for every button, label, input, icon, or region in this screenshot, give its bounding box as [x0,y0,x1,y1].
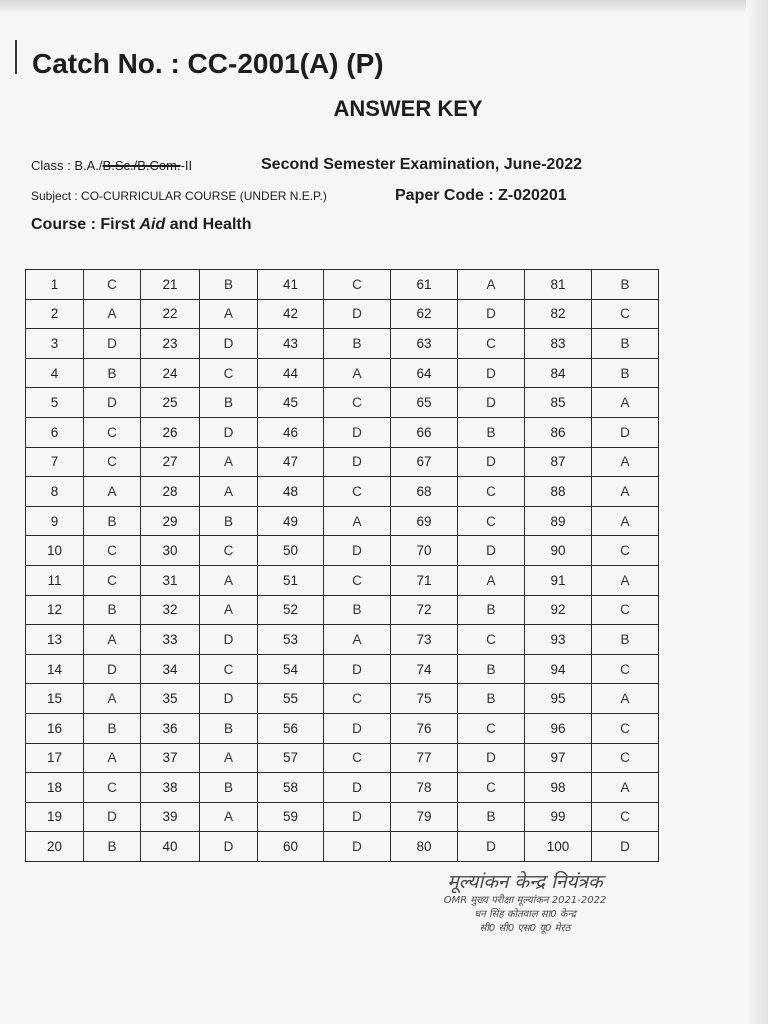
answer-option: C [324,684,391,714]
question-number: 42 [258,299,324,329]
answer-option: C [458,329,525,359]
question-number: 18 [26,773,84,803]
question-number: 16 [26,713,84,743]
answer-option: B [200,270,258,300]
answer-option: B [458,595,525,625]
answer-option: B [84,832,141,862]
question-number: 92 [525,595,592,625]
answer-option: B [324,595,391,625]
answer-option: D [324,299,391,329]
answer-option: D [458,832,525,862]
answer-option: A [592,477,659,507]
answer-option: A [592,773,659,803]
question-number: 29 [141,506,200,536]
course-italic: Aid [139,216,166,233]
question-number: 74 [391,654,458,684]
course-prefix: Course : First [31,216,140,233]
answer-option: D [84,329,141,359]
answer-option: A [592,684,659,714]
question-number: 24 [141,358,200,388]
answer-option: C [200,358,258,388]
question-number: 79 [391,802,458,832]
question-number: 58 [258,773,324,803]
question-number: 5 [26,388,84,418]
answer-option: B [200,506,258,536]
answer-option: C [458,773,525,803]
answer-option: A [200,595,258,625]
question-number: 77 [391,743,458,773]
answer-option: C [592,802,659,832]
question-number: 67 [391,447,458,477]
question-number: 26 [141,417,200,447]
class-struck-text: B.Sc./B.Com. [102,158,181,173]
question-number: 43 [258,329,324,359]
answer-option: B [592,270,659,300]
answer-option: C [458,713,525,743]
question-number: 38 [141,773,200,803]
question-number: 13 [26,625,84,655]
table-row [26,299,659,329]
question-number: 22 [141,299,200,329]
answer-option: A [84,299,141,329]
answer-option: C [84,536,141,566]
class-suffix: -II [180,158,193,173]
answer-option: B [458,684,525,714]
question-number: 3 [26,329,84,359]
answer-option: D [324,536,391,566]
question-number: 34 [141,654,200,684]
question-number: 75 [391,684,458,714]
question-number: 19 [26,802,84,832]
table-row [26,270,659,300]
question-number: 80 [391,832,458,862]
question-number: 78 [391,773,458,803]
question-number: 37 [141,743,200,773]
answer-option: B [324,329,391,359]
question-number: 98 [525,773,592,803]
question-number: 33 [141,625,200,655]
question-number: 65 [391,388,458,418]
answer-option: C [200,654,258,684]
answer-option: D [324,417,391,447]
question-number: 27 [141,447,200,477]
question-number: 68 [391,477,458,507]
table-row [26,802,659,832]
question-number: 7 [26,447,84,477]
answer-option: D [592,832,659,862]
stamp-line-2: OMR मुख्य परीक्षा मूल्यांकन 2021-2022 [443,895,607,906]
answer-option: D [84,802,141,832]
question-number: 97 [525,743,592,773]
answer-option: D [324,447,391,477]
question-number: 11 [26,565,84,595]
margin-mark [15,40,17,74]
answer-table [25,269,659,862]
question-number: 21 [141,270,200,300]
answer-option: B [84,506,141,536]
table-row [26,506,659,536]
answer-option: C [592,299,659,329]
question-number: 23 [141,329,200,359]
table-row [26,654,659,684]
question-number: 4 [26,358,84,388]
question-number: 54 [258,654,324,684]
question-number: 20 [26,832,84,862]
answer-option: D [458,299,525,329]
answer-option: A [200,477,258,507]
answer-option: A [324,358,391,388]
table-row [26,536,659,566]
question-number: 96 [525,713,592,743]
table-row [26,684,659,714]
answer-option: C [84,565,141,595]
answer-option: A [200,565,258,595]
question-number: 51 [258,565,324,595]
answer-option: C [200,536,258,566]
question-number: 9 [26,506,84,536]
question-number: 76 [391,713,458,743]
question-number: 14 [26,654,84,684]
table-row [26,743,659,773]
question-number: 94 [525,654,592,684]
page-shadow-right [746,0,768,1024]
table-row [26,595,659,625]
question-number: 64 [391,358,458,388]
answer-option: C [84,773,141,803]
answer-option: D [200,329,258,359]
answer-option: D [458,743,525,773]
question-number: 82 [525,299,592,329]
table-row [26,358,659,388]
answer-option: C [84,270,141,300]
question-number: 100 [525,832,592,862]
answer-option: D [84,388,141,418]
question-number: 35 [141,684,200,714]
answer-option: D [458,358,525,388]
answer-option: A [200,447,258,477]
answer-option: D [324,713,391,743]
question-number: 49 [258,506,324,536]
table-row [26,773,659,803]
question-number: 41 [258,270,324,300]
answer-option: C [592,654,659,684]
answer-option: D [200,417,258,447]
question-number: 72 [391,595,458,625]
table-row [26,447,659,477]
answer-option: A [592,388,659,418]
question-number: 47 [258,447,324,477]
question-number: 10 [26,536,84,566]
table-row [26,388,659,418]
answer-option: B [592,329,659,359]
question-number: 62 [391,299,458,329]
paper-code: Paper Code : Z-020201 [395,187,567,204]
question-number: 88 [525,477,592,507]
table-row [26,565,659,595]
answer-option: D [200,625,258,655]
answer-option: B [592,625,659,655]
course-suffix: and Health [165,216,252,233]
answer-option: C [324,477,391,507]
question-number: 87 [525,447,592,477]
answer-option: A [324,506,391,536]
question-number: 8 [26,477,84,507]
answer-option: D [324,654,391,684]
answer-option: B [458,654,525,684]
question-number: 48 [258,477,324,507]
question-number: 12 [26,595,84,625]
answer-option: B [200,773,258,803]
question-number: 36 [141,713,200,743]
subject-line: Subject : CO-CURRICULAR COURSE (UNDER N.E.P.) [31,189,327,203]
answer-option: D [200,684,258,714]
question-number: 44 [258,358,324,388]
answer-option: D [200,832,258,862]
question-number: 57 [258,743,324,773]
question-number: 31 [141,565,200,595]
answer-option: C [324,388,391,418]
question-number: 89 [525,506,592,536]
answer-option: A [200,299,258,329]
stamp-line-1: मूल्यांकन केन्द्र नियंत्रक [447,871,603,893]
page-shadow-top [0,0,768,14]
stamp-line-4: सी0 सी0 एस0 यू0 मेरठ [479,923,571,934]
question-number: 84 [525,358,592,388]
question-number: 86 [525,417,592,447]
question-number: 55 [258,684,324,714]
question-number: 30 [141,536,200,566]
answer-option: A [84,684,141,714]
table-row [26,832,659,862]
answer-option: B [200,713,258,743]
answer-option: A [84,743,141,773]
table-row [26,625,659,655]
answer-option: D [592,417,659,447]
table-row [26,329,659,359]
question-number: 28 [141,477,200,507]
question-number: 61 [391,270,458,300]
question-number: 32 [141,595,200,625]
question-number: 6 [26,417,84,447]
question-number: 40 [141,832,200,862]
answer-option: A [592,447,659,477]
answer-option: B [84,358,141,388]
question-number: 50 [258,536,324,566]
question-number: 91 [525,565,592,595]
class-prefix: Class : B.A./ [31,158,103,173]
question-number: 95 [525,684,592,714]
question-number: 73 [391,625,458,655]
answer-table-body [26,270,659,862]
answer-option: D [324,773,391,803]
question-number: 17 [26,743,84,773]
answer-option: D [458,447,525,477]
question-number: 90 [525,536,592,566]
question-number: 25 [141,388,200,418]
question-number: 46 [258,417,324,447]
question-number: 60 [258,832,324,862]
answer-option: B [458,417,525,447]
question-number: 85 [525,388,592,418]
stamp-line-3: धन सिंह कोतवाल सा0 केन्द्र [474,909,576,920]
question-number: 81 [525,270,592,300]
question-number: 71 [391,565,458,595]
semester-line: Second Semester Examination, June-2022 [261,156,583,173]
question-number: 39 [141,802,200,832]
answer-option: C [84,417,141,447]
answer-option: C [592,743,659,773]
question-number: 53 [258,625,324,655]
answer-option: D [324,832,391,862]
question-number: 1 [26,270,84,300]
answer-option: B [84,595,141,625]
answer-option: B [84,713,141,743]
question-number: 70 [391,536,458,566]
table-row [26,713,659,743]
controller-stamp [420,868,630,936]
answer-option: C [458,506,525,536]
question-number: 69 [391,506,458,536]
answer-option: A [592,565,659,595]
table-row [26,477,659,507]
answer-option: A [592,506,659,536]
question-number: 63 [391,329,458,359]
course-line [31,216,251,234]
question-number: 15 [26,684,84,714]
question-number: 59 [258,802,324,832]
answer-option: A [84,625,141,655]
answer-option: B [458,802,525,832]
answer-option: A [458,270,525,300]
answer-option: C [458,477,525,507]
answer-option: C [84,447,141,477]
answer-option: A [458,565,525,595]
question-number: 2 [26,299,84,329]
answer-option: D [324,802,391,832]
question-number: 83 [525,329,592,359]
question-number: 45 [258,388,324,418]
question-number: 93 [525,625,592,655]
question-number: 56 [258,713,324,743]
answer-option: A [324,625,391,655]
answer-option: D [84,654,141,684]
answer-option: A [84,477,141,507]
question-number: 99 [525,802,592,832]
answer-option: C [592,713,659,743]
table-row [26,417,659,447]
answer-option: D [458,536,525,566]
answer-option: A [200,802,258,832]
answer-option: C [458,625,525,655]
page-title: ANSWER KEY [333,96,483,121]
answer-option: B [200,388,258,418]
answer-option: C [324,565,391,595]
question-number: 66 [391,417,458,447]
question-number: 52 [258,595,324,625]
answer-option: C [592,595,659,625]
answer-option: B [592,358,659,388]
answer-option: D [458,388,525,418]
answer-option: C [324,270,391,300]
answer-option: C [592,536,659,566]
answer-option: A [200,743,258,773]
answer-option: C [324,743,391,773]
class-line [31,158,192,173]
catch-number: Catch No. : CC-2001(A) (P) [32,48,384,79]
